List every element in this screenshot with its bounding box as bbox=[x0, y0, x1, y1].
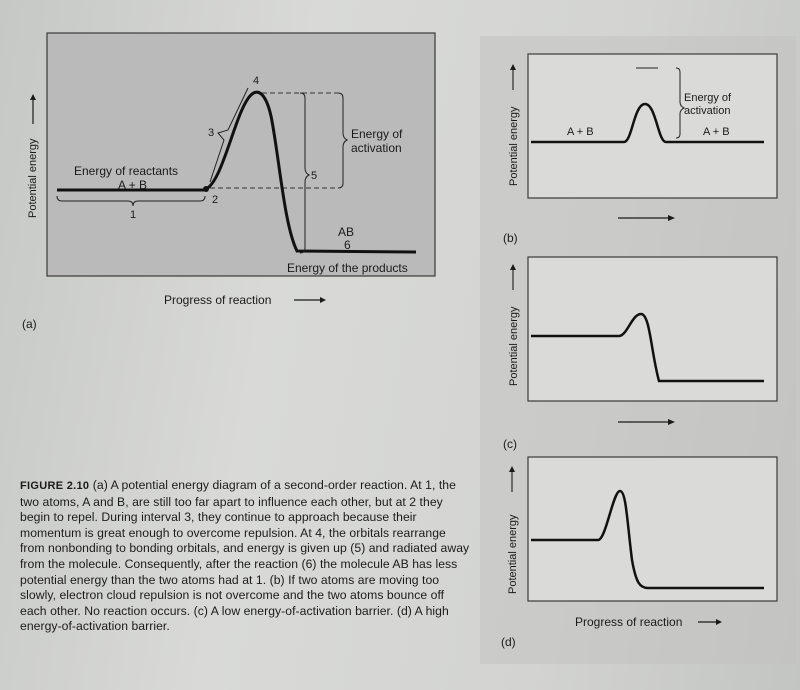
panel-a-point-2: 2 bbox=[212, 194, 219, 206]
panel-a-point-6: 6 bbox=[344, 238, 351, 252]
figure-caption bbox=[20, 478, 472, 635]
panel-b-plot-area bbox=[528, 54, 777, 198]
figure-caption-text: (a) A potential energy diagram of a second-order reaction. At 1, the two atoms, A and B, are still too far apart to influence each other, but at 2 they begin to repel. During interval 3, they continue to approach because their momentum is great enough to overcome repulsion. At 4, the orbitals rearrange from nonbonding to bonding orbitals, and energy is given up (5) and radiated away from the molecule. Consequently, after the reaction (6) the molecule AB has less potential energy than the two atoms had at 1. (b) If two atoms are moving too slowly, electron cloud repulsion is not overcome and the two atoms bounce off each other. No reaction occurs. (c) A low energy-of-activation barrier. (d) A high energy-of-activation barrier. bbox=[20, 478, 470, 634]
panel-c-plot-area bbox=[528, 257, 777, 401]
panel-a-point-1: 1 bbox=[130, 209, 137, 221]
panel-a-point-2-dot bbox=[203, 186, 209, 192]
panel-b-left-species: A + B bbox=[567, 126, 594, 138]
panel-a-label: (a) bbox=[22, 317, 37, 331]
panel-a-y-axis-arrowhead bbox=[30, 94, 36, 100]
panel-a-x-axis-arrowhead bbox=[320, 297, 326, 303]
figure-number: FIGURE 2.10 bbox=[20, 480, 90, 492]
panel-a-reactants-label: Energy of reactants bbox=[74, 164, 179, 178]
panel-a-reactants-species: A + B bbox=[118, 178, 148, 192]
panel-a-y-label: Potential energy bbox=[27, 138, 39, 218]
panel-a-point-4: 4 bbox=[253, 75, 260, 87]
panel-b-activation-label-2: activation bbox=[684, 105, 731, 117]
panel-b-label: (b) bbox=[503, 231, 518, 245]
panel-c-label: (c) bbox=[503, 437, 517, 451]
panel-a-point-5: 5 bbox=[311, 170, 318, 182]
panel-a-point-3: 3 bbox=[208, 127, 215, 139]
panel-c-y-label: Potential energy bbox=[508, 306, 520, 386]
panel-a-activation-label-2: activation bbox=[351, 141, 402, 155]
panel-b-activation-label-1: Energy of bbox=[684, 92, 732, 104]
panel-d-plot-area bbox=[528, 457, 777, 601]
panel-d-y-label: Potential energy bbox=[507, 514, 519, 594]
panel-a-products-label: Energy of the products bbox=[287, 261, 408, 275]
panel-b-right-species: A + B bbox=[703, 126, 730, 138]
panel-d-label: (d) bbox=[501, 635, 516, 649]
panel-d-x-label: Progress of reaction bbox=[575, 615, 683, 629]
panel-a-activation-label-1: Energy of bbox=[351, 127, 403, 141]
panel-a-x-label: Progress of reaction bbox=[164, 293, 272, 307]
panel-b-y-label: Potential energy bbox=[508, 106, 520, 186]
panel-a-product-species: AB bbox=[338, 225, 355, 239]
